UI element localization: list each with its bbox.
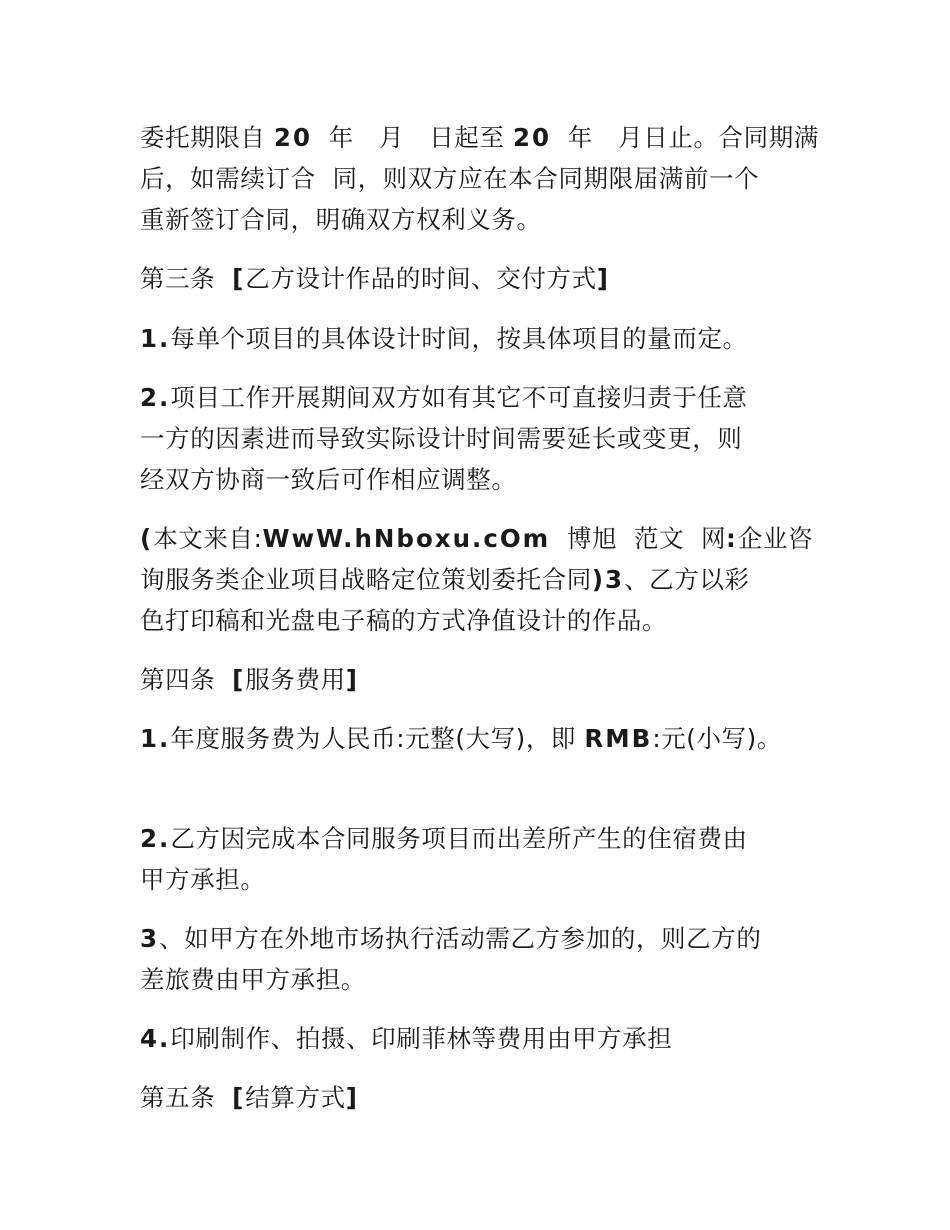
text-run: 一方的因素进而导致实际设计时间需要延长或变更，则: [140, 424, 743, 453]
text-run: 、如甲方在外地市场执行活动需乙方参加的，则乙方的: [159, 924, 762, 953]
text-run: 年 月 日起至: [312, 123, 513, 152]
text-run: [: [232, 665, 246, 694]
text-run: 1.: [140, 724, 171, 753]
text-run: 重新签订合同，明确双方权利义务。: [140, 205, 542, 234]
text-line: [140, 1018, 820, 1059]
text-line: [140, 377, 820, 418]
text-run: 后，如需续订合 同，则双方应在本合同期限届满前一个: [140, 164, 760, 193]
article-5-heading: [140, 1077, 820, 1118]
text-run: ]: [596, 264, 610, 293]
text-run: 结算方式: [245, 1083, 346, 1112]
article-3-item-2: [140, 377, 820, 500]
article-4-heading: [140, 659, 820, 700]
text-line: [140, 459, 820, 500]
text-run: 年度服务费为人民币:元整(大写)，即: [170, 724, 585, 753]
text-run: 本文来自:: [153, 524, 263, 553]
text-run: 差旅费由甲方承担。: [140, 965, 366, 994]
text-line: [140, 559, 820, 600]
text-line: [140, 158, 820, 199]
text-line: [140, 258, 820, 299]
text-line: [140, 600, 820, 641]
text-run: 色打印稿和光盘电子稿的方式净值设计的作品。: [140, 606, 668, 635]
article-4-item-4: [140, 1018, 820, 1059]
text-line: [140, 518, 820, 559]
text-run: 乙方因完成本合同服务项目而出差所产生的住宿费由: [170, 824, 748, 853]
text-run: 1.: [140, 324, 171, 353]
text-line: [140, 1077, 820, 1118]
article-4-item-1: [140, 718, 820, 759]
text-run: ]: [345, 665, 359, 694]
article-3-heading: [140, 258, 820, 299]
text-run: 博旭 范文 网: [550, 524, 727, 553]
text-run: RMB: [584, 724, 653, 753]
text-run: 2.: [140, 383, 171, 412]
text-run: 询服务类企业项目战略定位策划委托合同: [140, 565, 592, 594]
paragraph-term-period: [140, 117, 820, 240]
text-run: 经双方协商一致后可作相应调整。: [140, 465, 517, 494]
text-run: 20: [273, 123, 312, 152]
text-run: 服务费用: [245, 665, 346, 694]
text-run: :: [726, 524, 738, 553]
text-line: [140, 117, 820, 158]
text-run: 印刷制作、拍摄、印刷菲林等费用由甲方承担: [170, 1024, 673, 1053]
text-run: (: [140, 524, 154, 553]
article-3-item-1: [140, 318, 820, 359]
text-line: [140, 918, 820, 959]
text-line: [140, 318, 820, 359]
text-run: 第五条: [140, 1083, 233, 1112]
text-run: ]: [345, 1083, 359, 1112]
text-run: 乙方设计作品的时间、交付方式: [245, 264, 597, 293]
text-run: 20: [513, 123, 552, 152]
text-run: 4.: [140, 1024, 171, 1053]
text-line: [140, 659, 820, 700]
text-run: 第三条: [140, 264, 233, 293]
text-line: [140, 959, 820, 1000]
text-line: [140, 818, 820, 859]
text-run: :元(小写)。: [652, 724, 782, 753]
text-run: 3: [140, 924, 160, 953]
text-run: [: [232, 1083, 246, 1112]
text-run: 第四条: [140, 665, 233, 694]
text-run: )3: [591, 565, 625, 594]
text-run: 项目工作开展期间双方如有其它不可直接归责于任意: [170, 383, 748, 412]
text-line: [140, 718, 820, 759]
text-run: 年 月日止。合同期满: [551, 123, 819, 152]
text-run: 2.: [140, 824, 171, 853]
text-run: [: [232, 264, 246, 293]
text-run: 甲方承担。: [140, 865, 266, 894]
text-run: WwW.hNboxu.cOm: [262, 524, 551, 553]
text-line: [140, 859, 820, 900]
text-run: 每单个项目的具体设计时间，按具体项目的量而定。: [170, 324, 748, 353]
text-run: 委托期限自: [140, 123, 274, 152]
text-line: [140, 418, 820, 459]
article-4-item-2: [140, 818, 820, 900]
text-line: [140, 199, 820, 240]
article-4-item-3: [140, 918, 820, 1000]
text-run: 企业咨: [737, 524, 814, 553]
text-run: 、乙方以彩: [624, 565, 750, 594]
source-note: [140, 518, 820, 641]
